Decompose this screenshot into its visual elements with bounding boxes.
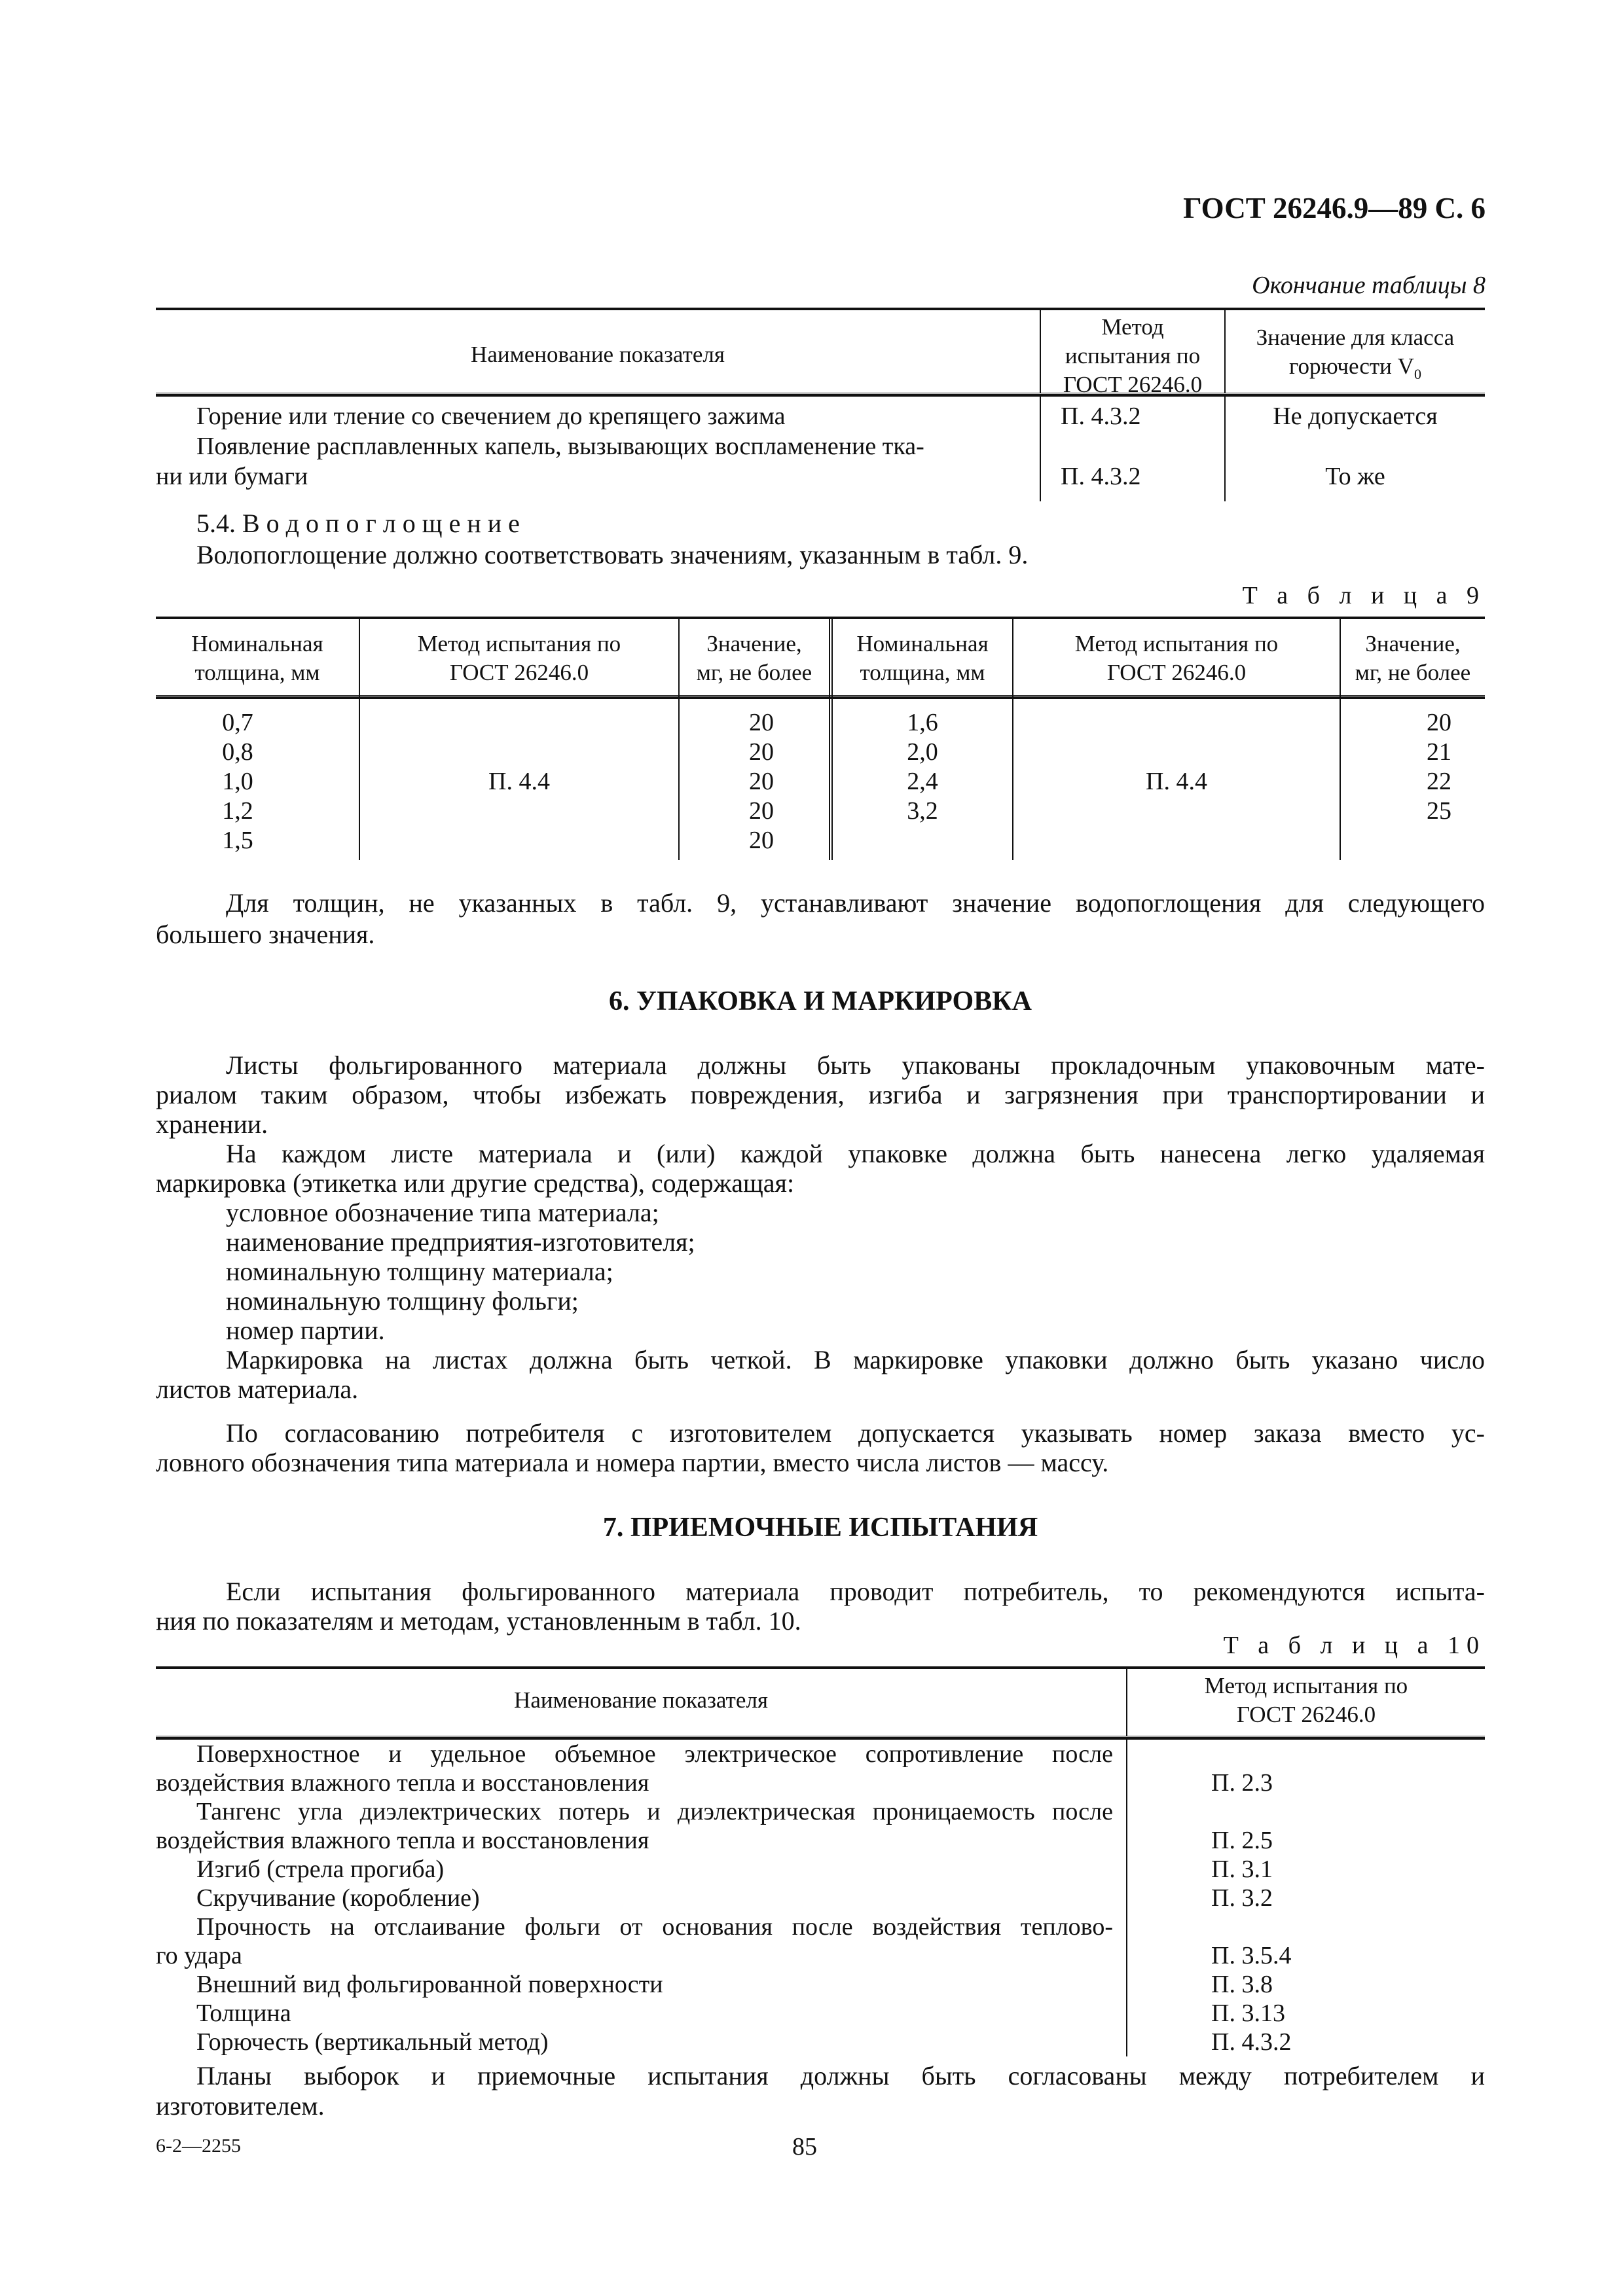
table9-right-values: 20 21 22 25 — [1427, 709, 1451, 825]
table9-right-method: П. 4.4 — [1146, 768, 1207, 795]
section-6-paragraph: маркировка (этикетка или другие средства), содержащая: — [156, 1168, 795, 1198]
closing-paragraph: Планы выборок и приемочные испытания должны быть согласованы между потребителем и — [196, 2061, 1485, 2090]
table9-header-method: Метод испытания по ГОСТ 26246.0 — [1074, 631, 1279, 685]
table8-row-name: Появление расплавленных капель, вызывающих воспламенение тка- — [196, 433, 924, 460]
table9-caption: Т а б л и ц а 9 — [1242, 582, 1486, 609]
closing-paragraph: изготовителем. — [156, 2091, 325, 2121]
section-6-paragraph: Маркировка на листах должна быть четкой. В маркировке упаковки должно быть указано число — [226, 1345, 1485, 1374]
table10-row-method: П. 3.5.4 — [1211, 1942, 1292, 1969]
marking-list-item: номинальную толщину фольги; — [226, 1286, 579, 1316]
table10-row-method: П. 3.2 — [1211, 1884, 1273, 1912]
table8-top-rule — [156, 308, 1485, 310]
table10-row-name: Тангенс угла диэлектрических потерь и диэлектрическая проницаемость после — [196, 1798, 1113, 1825]
table10-row-method: П. 3.1 — [1211, 1856, 1273, 1883]
section-6-paragraph: листов материала. — [156, 1374, 359, 1404]
table8-divider — [1040, 397, 1041, 501]
table8-header-value: Значение для класса горючести $V_0$ — [1256, 325, 1455, 382]
table10-header-method: Метод испытания по ГОСТ 26246.0 — [1204, 1673, 1408, 1727]
marking-list-item: наименование предприятия-изготовителя; — [226, 1227, 695, 1257]
section-7-paragraph: ния по показателям и методам, установленным в табл. 10. — [156, 1606, 801, 1636]
table10-caption: Т а б л и ц а 10 — [1223, 1632, 1486, 1659]
table10-row-name: воздействия влажного тепла и восстановления — [156, 1769, 649, 1797]
note-table9-line2: большего значения. — [156, 920, 375, 949]
section-6-paragraph: риалом таким образом, чтобы избежать повреждения, изгиба и загрязнения при транспортировании и — [156, 1080, 1485, 1109]
section-6-paragraph: Листы фольгированного материала должны быть упакованы прокладочным упаковочным мате- — [226, 1050, 1485, 1080]
table10-row-method: П. 2.3 — [1211, 1769, 1273, 1797]
section-6-paragraph: По согласованию потребителя с изготовителем допускается указывать номер заказа вместо ус- — [226, 1418, 1485, 1448]
table10-row-name: го удара — [156, 1942, 242, 1969]
table10-row-name: Толщина — [196, 2000, 291, 2027]
table10-row-name: Внешний вид фольгированной поверхности — [196, 1971, 663, 1998]
section-6-title: 6. УПАКОВКА И МАРКИРОВКА — [609, 986, 1032, 1016]
table10-row-name: воздействия влажного тепла и восстановления — [156, 1827, 649, 1854]
table9-left-method: П. 4.4 — [488, 768, 550, 795]
table8-row-value: Не допускается — [1273, 403, 1438, 430]
table10-row-name: Прочность на отслаивание фольги от основания после воздействия теплово- — [196, 1913, 1113, 1941]
table9-header-rule — [156, 695, 1485, 699]
section-5-4-text: Волопоглощение должно соответствовать значениям, указанным в табл. 9. — [196, 540, 1029, 569]
table8-row-name: Горение или тление со свечением до крепящего зажима — [196, 403, 786, 430]
table9-right-thickness-list: 1,6 2,0 2,4 3,2 — [907, 709, 938, 825]
table9-header-value: Значение, мг, не более — [1355, 631, 1471, 685]
section-7-paragraph: Если испытания фольгированного материала проводит потребитель, то рекомендуются испыта- — [226, 1577, 1485, 1606]
table9-header-method: Метод испытания по ГОСТ 26246.0 — [417, 631, 621, 685]
page-number: 85 — [792, 2133, 817, 2161]
table10-row-name: Поверхностное и удельное объемное электрическое сопротивление после — [196, 1740, 1113, 1768]
table9-header-thickness: Номинальная толщина, мм — [856, 631, 989, 685]
table9-left-values: 20 20 20 20 20 — [749, 709, 774, 854]
table10-row-name: Скручивание (коробление) — [196, 1884, 480, 1912]
table8-row-method: П. 4.3.2 — [1061, 403, 1141, 430]
table8-header-method: Метод испытания по ГОСТ 26246.0 — [1063, 314, 1203, 397]
marking-list-item: номер партии. — [226, 1316, 385, 1345]
table10-row-method: П. 2.5 — [1211, 1827, 1273, 1854]
table8-header-name: Наименование показателя — [471, 342, 725, 367]
table8-header-rule — [156, 393, 1485, 397]
section-7-title: 7. ПРИЕМОЧНЫЕ ИСПЫТАНИЯ — [602, 1513, 1038, 1543]
table8-row-method: П. 4.3.2 — [1061, 463, 1141, 490]
table9-header-thickness: Номинальная толщина, мм — [191, 631, 323, 685]
marking-list-item: условное обозначение типа материала; — [226, 1198, 659, 1227]
section-5-4-heading: 5.4. В о д о п о г л о щ е н и е — [196, 509, 520, 538]
table10-row-method: П. 3.13 — [1211, 2000, 1285, 2027]
table8-caption: Окончание таблицы 8 — [1252, 272, 1486, 299]
section-6-paragraph: хранении. — [156, 1109, 268, 1139]
section-6-paragraph: ловного обозначения типа материала и номера партии, вместо числа листов — массу. — [156, 1448, 1109, 1477]
table10-header-name: Наименование показателя — [514, 1687, 768, 1713]
table10-row-name: Изгиб (стрела прогиба) — [196, 1856, 445, 1883]
table8-row-value: То же — [1325, 463, 1385, 490]
table9-left-thickness-list: 0,7 0,8 1,0 1,2 1,5 — [222, 709, 253, 854]
marking-list-item: номинальную толщину материала; — [226, 1257, 613, 1286]
print-code: 6-2—2255 — [156, 2135, 241, 2157]
section-6-paragraph: На каждом листе материала и (или) каждой упаковке должна быть нанесена легко удаляемая — [226, 1139, 1485, 1168]
table10-row-name: Горючесть (вертикальный метод) — [196, 2028, 549, 2056]
table9-top-rule — [156, 617, 1485, 619]
document-header: ГОСТ 26246.9—89 С. 6 — [1183, 192, 1486, 224]
table10-row-method: П. 4.3.2 — [1211, 2028, 1292, 2056]
table8-row-name: ни или бумаги — [156, 463, 308, 490]
table9-header-value: Значение, мг, не более — [696, 631, 812, 685]
note-table9-line1: Для толщин, не указанных в табл. 9, устанавливают значение водопоглощения для следующего — [226, 888, 1485, 918]
table10-divider — [1126, 1740, 1127, 2056]
table10-row-method: П. 3.8 — [1211, 1971, 1273, 1998]
table10-top-rule — [156, 1666, 1485, 1669]
